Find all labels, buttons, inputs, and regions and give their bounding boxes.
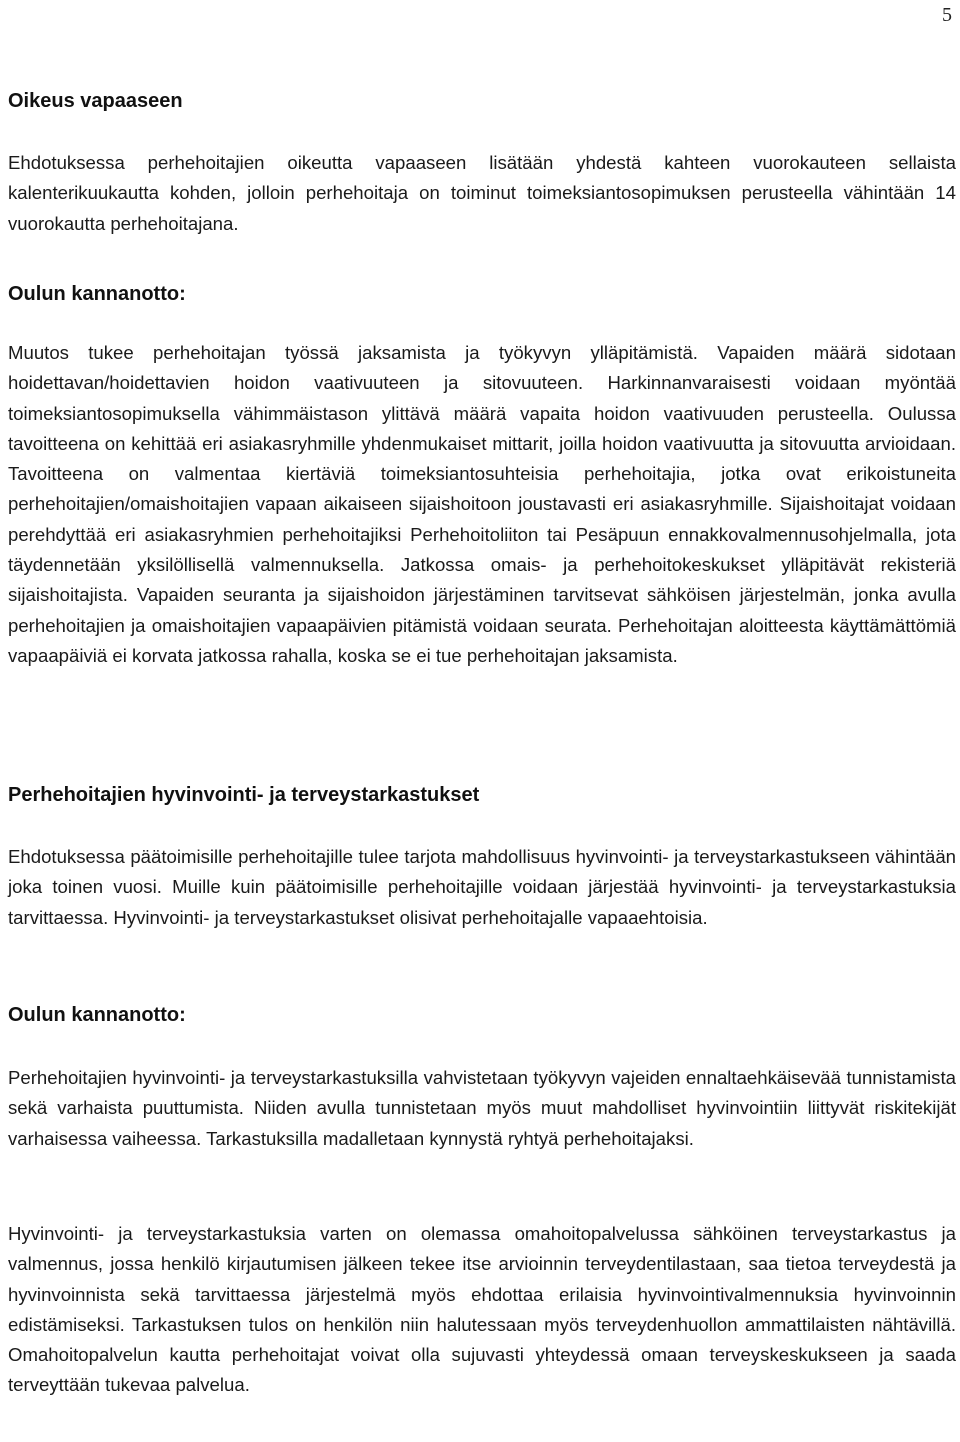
section-heading-oulun-kannanotto-2: Oulun kannanotto: xyxy=(8,1004,186,1026)
section-paragraph-hyvinvointi-tarkastukset: Ehdotuksessa päätoimisille perhehoitajille tulee tarjota mahdollisuus hyvinvointi- ja terveystarkastukseen vähintään joka toinen vuosi. Muille kuin päätoimisille perhehoitajille voidaan järjestää hyvinvointi- ja terveystarkastuksia tarvittaessa. Hyvinvointi- ja terveystarkastukset olisivat perhehoitajalle vapaaehtoisia. xyxy=(8,846,956,928)
page-number: 5 xyxy=(942,4,952,26)
section-heading-oikeus-vapaaseen: Oikeus vapaaseen xyxy=(8,90,183,112)
section-paragraph-oulun-kannanotto-1: Muutos tukee perhehoitajan työssä jaksamista ja työkyvyn ylläpitämistä. Vapaiden määrä sidotaan hoidettavan/hoidettavien hoidon vaativuuteen ja sitovuuteen. Harkinnanvaraisesti voidaan myöntää toimeksiantosopimuksella vähimmäistason ylittävä määrä vapaita hoidon vaativuuden perusteella. Oulussa tavoitteena on kehittää eri asiakasryhmille yhdenmukaiset mittarit, joilla hoidon vaativuutta ja sitovuutta arvioidaan. Tavoitteena on valmentaa kiertäviä toimeksiantosuhteisia perhehoitajia, jotka ovat erikoistuneita perhehoitajien/omaishoitajien vapaan aikaiseen sijaishoitoon joustavasti eri asiakasryhmille. Sijaishoitajat voidaan perehdyttää eri asiakasryhmien perhehoitajiksi Perhehoitoliiton tai Pesäpuun ennakkovalmennusohjelmalla, jota täydennetään yksilöllisellä valmennuksella. Jatkossa omais- ja perhehoitokeskukset ylläpitävät rekisteriä sijaishoitajista. Vapaiden seuranta ja sijaishoidon järjestäminen tarvitsevat sähköisen järjestelmän, jonka avulla perhehoitajien ja omaishoitajien vapaapäivien pitämistä voidaan seurata. Perhehoitajan aloitteesta käyttämättömiä vapaapäiviä ei korvata jatkossa rahalla, koska se ei tue perhehoitajan jaksamista. xyxy=(8,342,956,666)
section-paragraph-oulun-kannanotto-2: Perhehoitajien hyvinvointi- ja terveystarkastuksilla vahvistetaan työkyvyn vajeiden ennaltaehkäisevää tunnistamista sekä varhaista puuttumista. Niiden avulla tunnistetaan myös muut mahdolliset hyvinvointiin liittyvät riskitekijät varhaisessa vaiheessa. Tarkastuksilla madalletaan kynnystä ryhtyä perhehoitajaksi. xyxy=(8,1067,956,1149)
section-paragraph-omahoitopalvelu: Hyvinvointi- ja terveystarkastuksia varten on olemassa omahoitopalvelussa sähköinen terveystarkastus ja valmennus, jossa henkilö kirjautumisen jälkeen tekee itse arvioinnin terveydentilastaan, saa tietoa terveydestä ja hyvinvoinnista sekä tarvittaessa järjestelmä myös ehdottaa erilaisia hyvinvointivalmennuksia hyvinvoinnin edistämiseksi. Tarkastuksen tulos on henkilön niin halutessaan myös terveydenhuollon ammattilaisten nähtävillä. Omahoitopalvelun kautta perhehoitajat voivat olla sujuvasti yhteydessä omaan terveyskeskukseen ja saada terveyttään tukevaa palvelua. xyxy=(8,1223,956,1396)
section-paragraph-oikeus-vapaaseen: Ehdotuksessa perhehoitajien oikeutta vapaaseen lisätään yhdestä kahteen vuorokauteen sellaista kalenterikuukautta kohden, jolloin perhehoitaja on toiminut toimeksiantosopimuksen perusteella vähintään 14 vuorokautta perhehoitajana. xyxy=(8,152,956,234)
section-heading-hyvinvointi-tarkastukset: Perhehoitajien hyvinvointi- ja terveystarkastukset xyxy=(8,784,480,806)
section-heading-oulun-kannanotto-1: Oulun kannanotto: xyxy=(8,283,186,305)
